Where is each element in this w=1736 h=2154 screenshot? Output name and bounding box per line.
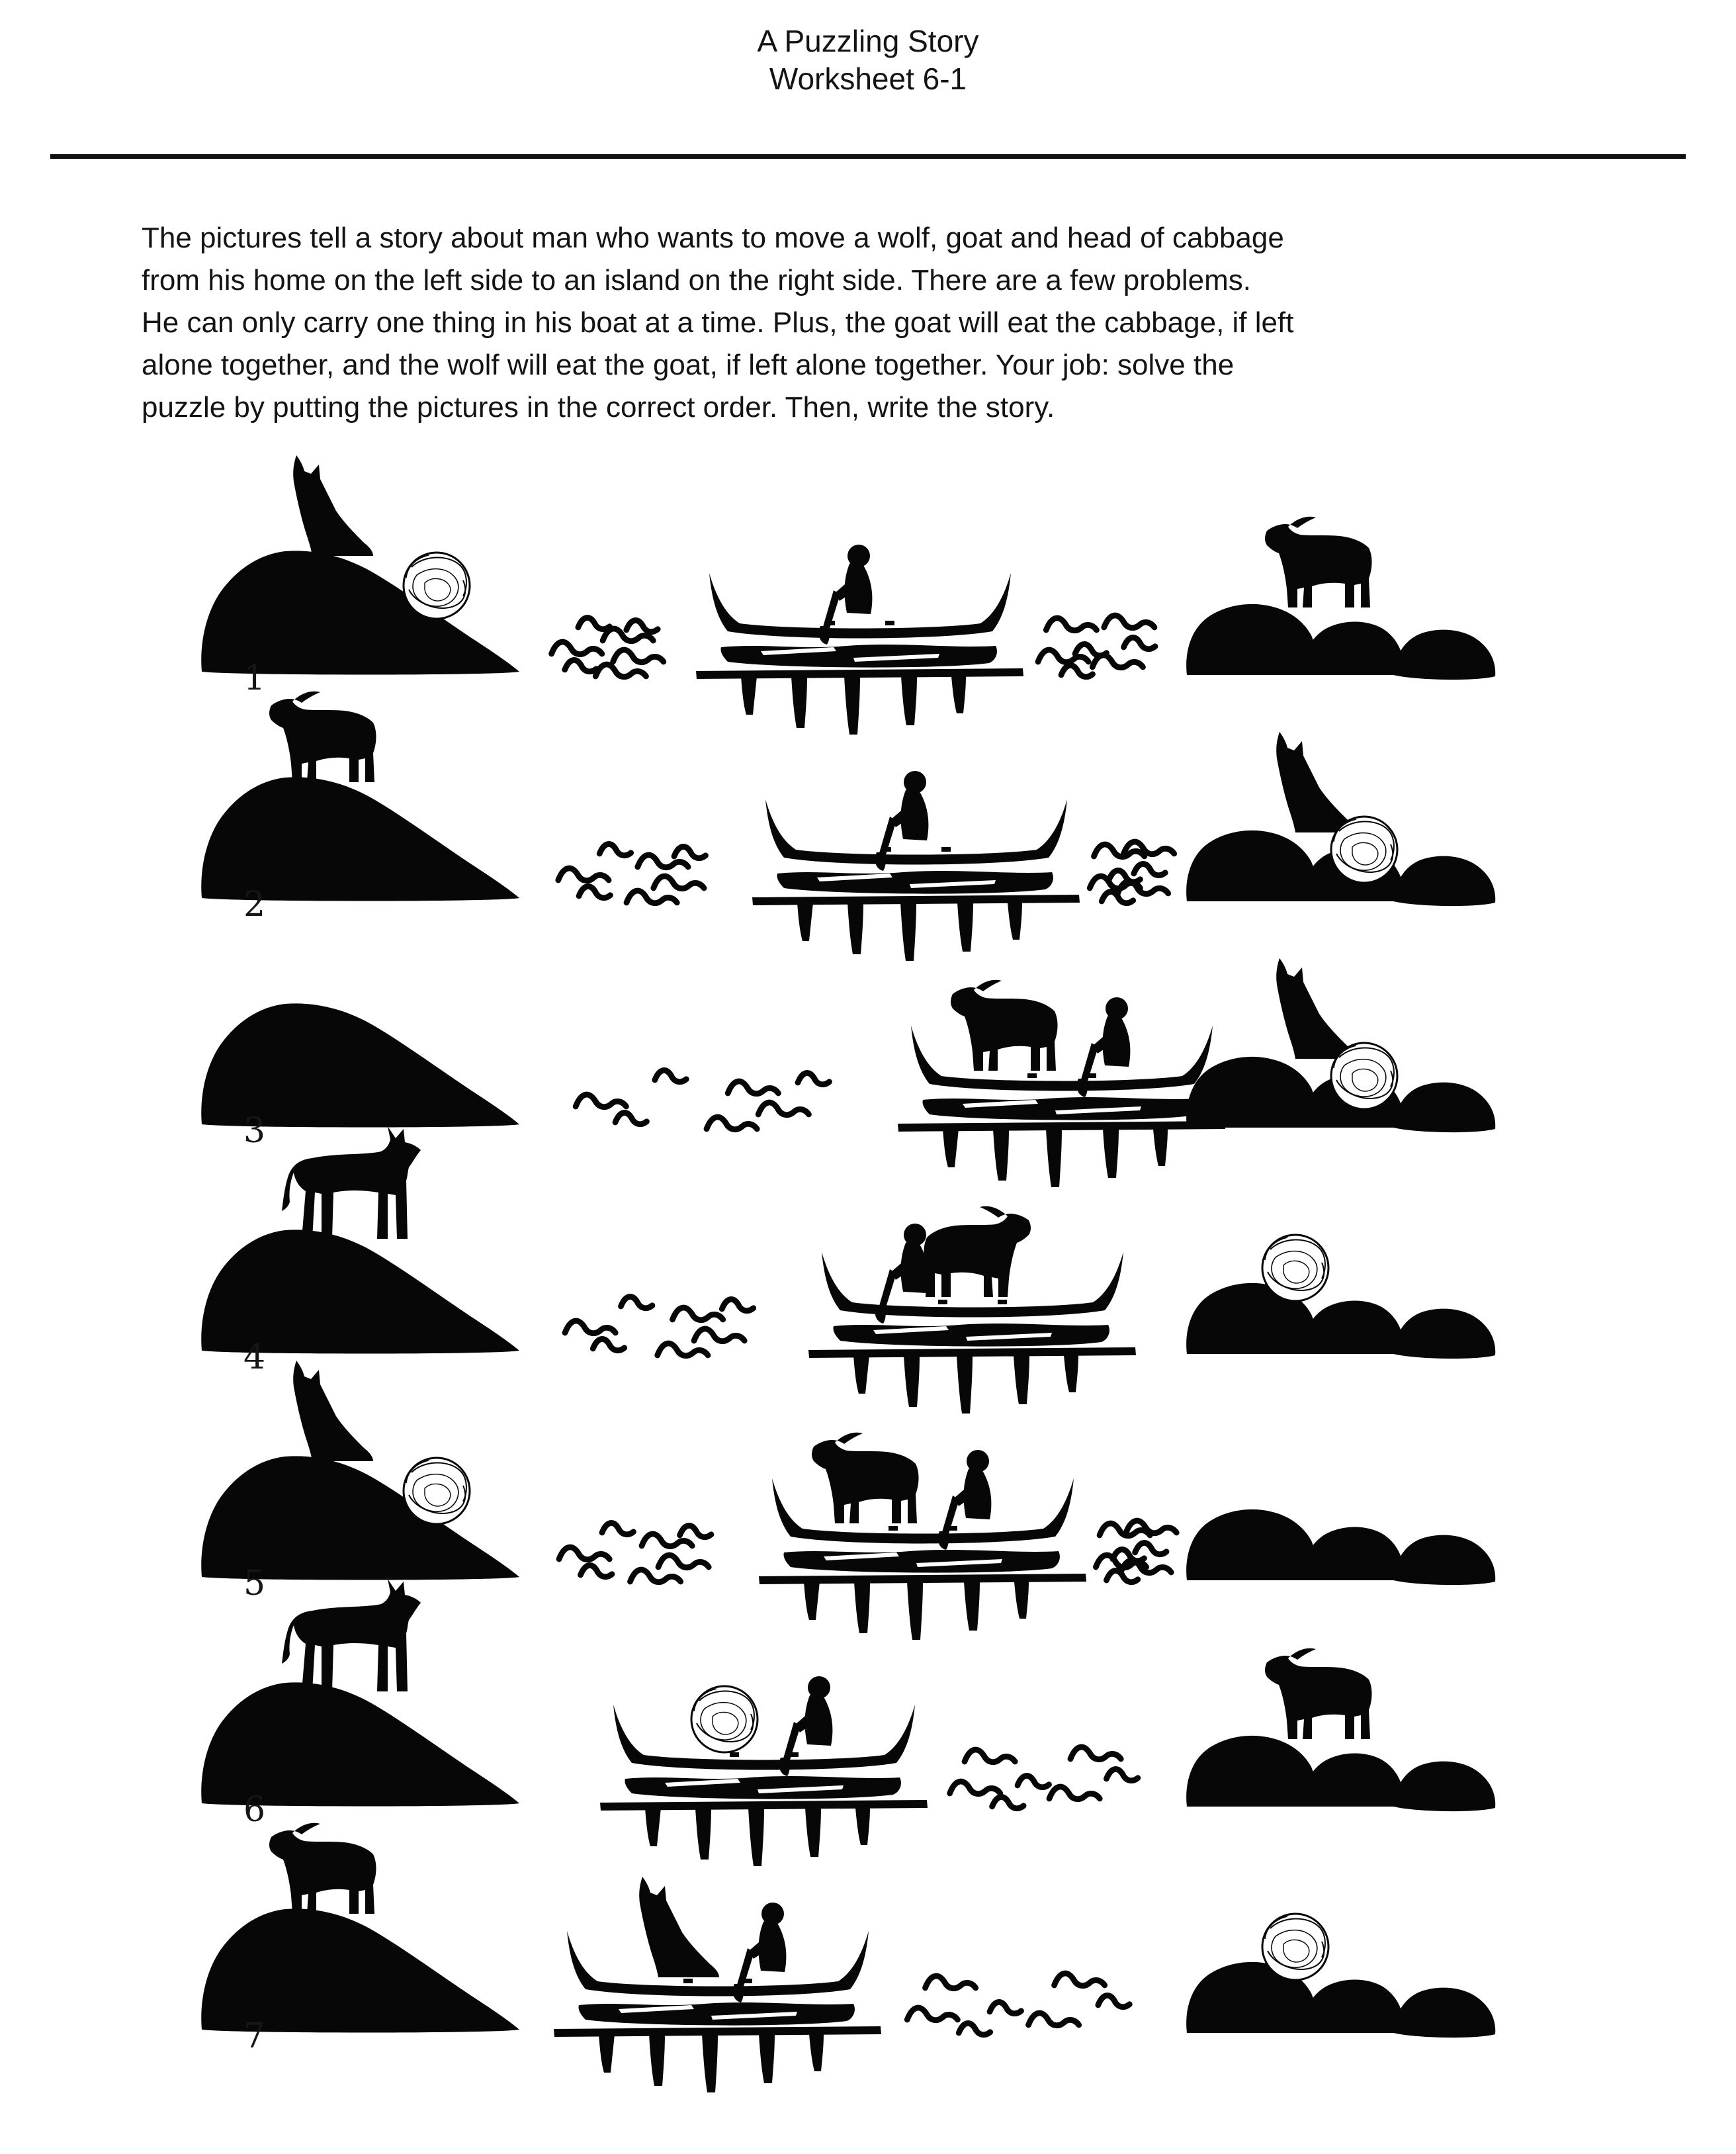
- canoe-icon: [752, 771, 1080, 961]
- wave-icon: [658, 1343, 708, 1356]
- wave-icon: [654, 876, 704, 889]
- goat-icon: [1265, 517, 1372, 607]
- goat-in-boat-icon: [812, 1433, 919, 1523]
- canoe-icon: [898, 980, 1225, 1187]
- canoe-hull-icon: [759, 1478, 1086, 1640]
- cabbage-in-boat-icon: [691, 1686, 758, 1752]
- wave-icon: [565, 1321, 615, 1333]
- wolf-howling-icon: [1276, 958, 1356, 1059]
- instructions-line: puzzle by putting the pictures in the correct order. Then, write the story.: [142, 391, 1055, 424]
- goat-icon: [269, 1823, 376, 1914]
- wave-icon: [694, 1329, 744, 1341]
- instructions-line: The pictures tell a story about man who wants to move a wolf, goat and head of cabbage: [142, 222, 1284, 254]
- wave-icon: [1094, 844, 1145, 857]
- title-line-1: A Puzzling Story: [757, 24, 979, 58]
- wave-icon: [950, 1781, 1000, 1794]
- island-icon: [1186, 604, 1495, 680]
- cabbage-icon: [404, 1458, 470, 1524]
- wave-icon: [926, 1976, 976, 1989]
- goat-in-boat-icon: [951, 980, 1058, 1071]
- cabbage-icon: [1331, 817, 1397, 883]
- wave-icon: [990, 2002, 1021, 2013]
- wave-icon: [1055, 1973, 1105, 1986]
- wolf-howling-icon: [293, 1361, 373, 1461]
- wave-icon: [599, 844, 631, 855]
- wave-icon: [722, 1299, 754, 1310]
- wave-icon: [559, 1547, 609, 1560]
- scene-number: 4: [243, 1337, 266, 1377]
- wave-icon: [627, 891, 677, 903]
- canoe-hull-icon: [898, 1026, 1225, 1187]
- canoe-icon: [554, 1877, 881, 2092]
- wave-icon: [1106, 1769, 1138, 1780]
- puzzle-scenes: [0, 397, 1736, 2154]
- instructions-line: He can only carry one thing in his boat at a time. Plus, the goat will eat the cabbage, if left: [142, 306, 1294, 339]
- wave-icon: [1135, 1543, 1167, 1554]
- cabbage-icon: [1262, 1914, 1328, 1980]
- wave-icon: [673, 1308, 723, 1320]
- home-rock-icon: [201, 1908, 519, 2032]
- wolf-standing-icon: [282, 1126, 421, 1239]
- wave-icon: [630, 1570, 681, 1582]
- wave-icon: [1092, 655, 1143, 668]
- wave-icon: [1018, 1775, 1049, 1787]
- wave-icon: [1029, 2013, 1079, 2026]
- canoe-icon: [808, 1206, 1136, 1414]
- wave-icon: [578, 617, 610, 629]
- wave-icon: [1134, 864, 1166, 875]
- goat-icon: [269, 692, 376, 782]
- canoe-hull-icon: [808, 1252, 1136, 1414]
- home-rock-icon: [201, 551, 519, 674]
- wave-icon: [728, 1081, 778, 1094]
- scene-number: 2: [243, 885, 266, 924]
- wave-icon: [1046, 618, 1096, 631]
- home-rock-icon: [201, 1003, 519, 1127]
- canoe-hull-icon: [600, 1705, 928, 1866]
- wave-icon: [615, 1112, 647, 1124]
- wave-icon: [579, 886, 611, 897]
- wave-icon: [965, 1750, 1015, 1762]
- wave-icon: [680, 1525, 712, 1537]
- home-rock-icon: [201, 1456, 519, 1580]
- canoe-icon: [696, 545, 1023, 735]
- scene-number: 6: [243, 1790, 266, 1830]
- horizontal-rule: [50, 154, 1686, 159]
- wave-icon: [595, 664, 646, 677]
- wave-icon: [1070, 1747, 1121, 1760]
- scene-number: 3: [243, 1111, 266, 1151]
- wave-icon: [992, 1797, 1024, 1808]
- wave-icon: [621, 1296, 653, 1308]
- instructions-line: alone together, and the wolf will eat the goat, if left alone together. Your job: solve the: [142, 349, 1235, 381]
- wave-icon: [638, 855, 688, 868]
- scene-row-7: [201, 1823, 1495, 2092]
- cabbage-icon: [1331, 1043, 1397, 1109]
- wave-icon: [758, 1102, 808, 1115]
- island-icon: [1186, 1962, 1495, 2038]
- wave-icon: [593, 1339, 625, 1350]
- wave-icon: [1104, 615, 1154, 628]
- scene-row-2: [201, 692, 1495, 961]
- goat-icon: [1265, 1648, 1372, 1739]
- wave-icon: [552, 642, 602, 654]
- page-title: [0, 22, 1736, 98]
- wolf-in-boat-icon: [639, 1877, 719, 1977]
- wave-icon: [707, 1117, 757, 1130]
- wave-icon: [655, 1070, 687, 1081]
- canoe-hull-icon: [554, 1931, 881, 2092]
- wolf-howling-icon: [1276, 732, 1356, 832]
- home-rock-icon: [201, 777, 519, 901]
- home-rock-icon: [201, 1230, 519, 1353]
- wave-icon: [642, 1534, 692, 1547]
- scene-number: 5: [243, 1564, 266, 1603]
- scene-row-4: [201, 1126, 1495, 1414]
- title-line-2: Worksheet 6-1: [769, 62, 967, 96]
- scene-row-1: [201, 455, 1495, 735]
- wave-icon: [565, 660, 597, 671]
- wave-icon: [1098, 1995, 1130, 2006]
- wave-icon: [1049, 1787, 1100, 1799]
- wave-icon: [627, 620, 658, 631]
- island-icon: [1186, 1736, 1495, 1811]
- scene-number: 7: [243, 2016, 266, 2056]
- island-icon: [1186, 1283, 1495, 1359]
- wave-icon: [907, 2008, 957, 2020]
- wave-icon: [658, 1555, 709, 1568]
- wave-icon: [959, 2023, 990, 2034]
- wave-icon: [576, 1095, 626, 1107]
- wave-icon: [1038, 650, 1088, 662]
- wave-icon: [1090, 876, 1140, 889]
- canoe-icon: [600, 1676, 928, 1866]
- home-rock-icon: [201, 1682, 519, 1806]
- cabbage-icon: [404, 553, 470, 619]
- wave-icon: [1124, 637, 1156, 649]
- scene-number: 1: [243, 658, 266, 698]
- cabbage-icon: [1262, 1235, 1328, 1301]
- wave-icon: [602, 1523, 634, 1534]
- wave-icon: [581, 1565, 613, 1576]
- wave-icon: [674, 846, 706, 858]
- wave-icon: [798, 1073, 830, 1084]
- wolf-howling-icon: [293, 455, 373, 556]
- wave-icon: [613, 650, 664, 662]
- goat-in-boat-icon: [924, 1206, 1031, 1297]
- wave-icon: [558, 868, 609, 881]
- canoe-icon: [759, 1433, 1086, 1640]
- island-icon: [1186, 1509, 1495, 1585]
- wolf-standing-icon: [282, 1579, 421, 1691]
- scene-row-6: [201, 1579, 1495, 1866]
- instructions-line: from his home on the left side to an island on the right side. There are a few problems.: [142, 264, 1251, 296]
- wave-icon: [1061, 665, 1093, 676]
